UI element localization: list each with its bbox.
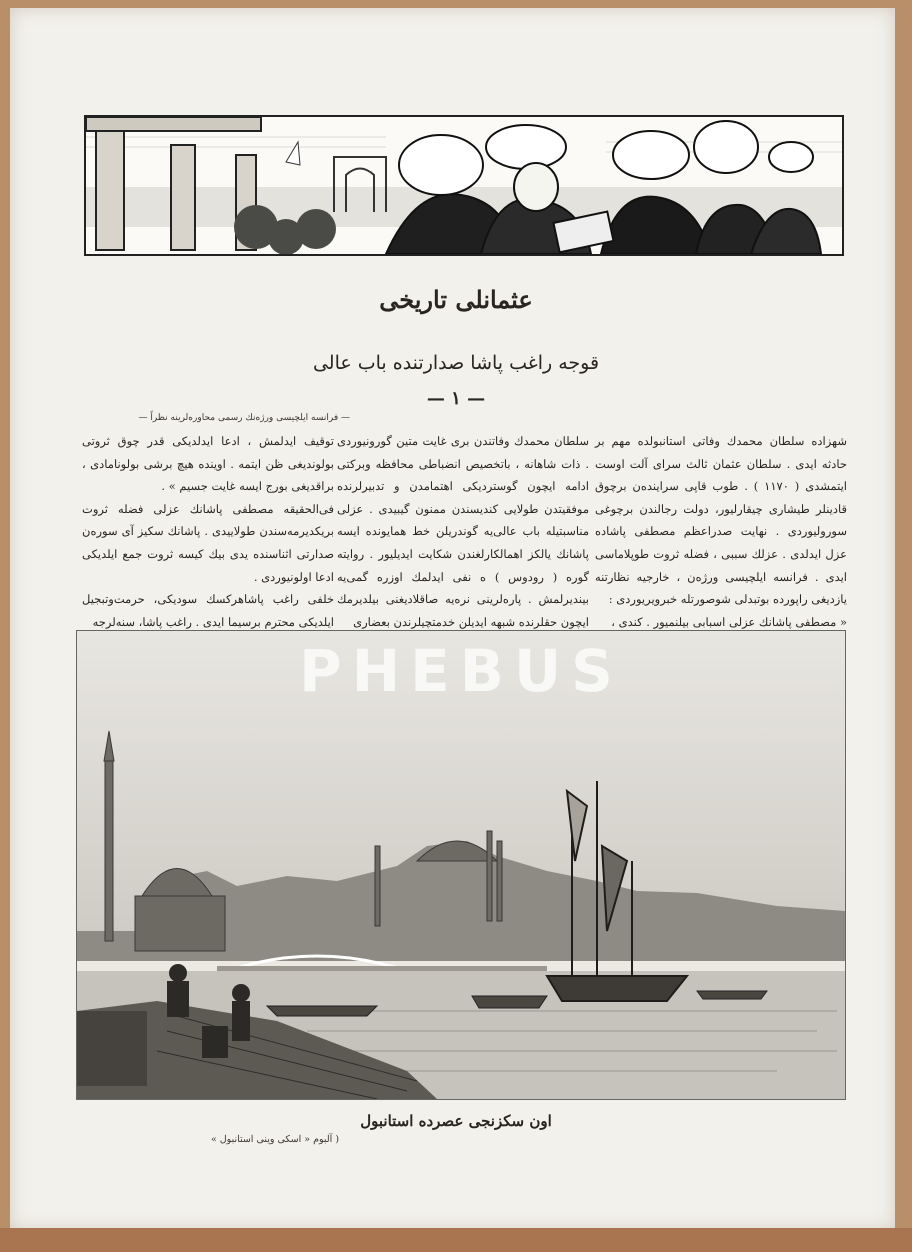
paragraph: سلطان محمدك وفاتندن بری غایت متین گورونیوردی . ذات شاهانه ، باتخصیص انضباطی محافظه وبرکتی ادامه ایچون گوستردیکی اهتمامدن و تدبیرلرنده موفقیتدن طولایی کندیسندن ممنون گیبیدی . عزلی مناسبتیله باب عالی‌یه گوندریلن خط همایونده ایسه پاشانك یالکز اهمالکارلغندن شکایت ایدیلیور . روایته گوره ( رودوس ) ه نفی ایدلمك اوزره گمی‌یه بیندیرلمش . پارەلرینی نرەیه صاقلادیغنی بیلدیرمك ایچون حقلرنده شبهه ایدیلن خدمتچیلرندن بعضاری xyxy=(337,434,589,629)
illustration-caption: اون سکزنجی عصرده استانبول xyxy=(360,1112,552,1130)
header-illustration xyxy=(84,115,844,256)
istanbul-engraving xyxy=(76,630,846,1100)
paragraph: خلفی راغب پاشاهركسك سودیکی، حرمت‌وتبجیل ایلدیکی محترم برسیما ایدی . راغب پاشا، سنه‌لرجه xyxy=(82,592,334,629)
illustration-credit: ( آلبوم « اسکی وینی استانبول » xyxy=(210,1134,340,1145)
section-number: — ۱ — xyxy=(426,388,486,409)
masthead-title: عثمانلی تاریخی xyxy=(379,285,533,314)
article-title: قوجه راغب پاشا صدارتنده باب عالی xyxy=(312,352,600,374)
paragraph: فی‌الحقیقه مصطفی پاشانك عزلی فضله ثروت بریکدیرمه‌سندن طولاییدی . پاشانك سکیز آی سورەن صدارتی اثناسنده یدی بیك کیسه ثروت جمع ایلدیکی ادعا اولونیوردی . xyxy=(82,501,334,584)
article-subheading: — فرانسه ایلچیسی ورژه‌نك رسمی محاوره‌لرینه نظراً — xyxy=(138,413,350,423)
text-column-left xyxy=(82,430,334,633)
paper-edge xyxy=(0,1228,912,1252)
paragraph: توقیف ایدلمش ، ادعا ایدلدیکی قدر چوق ثروتی بولوندیغی ظن ایتمه . اوینده هیچ برشی بولونامادی ، براقدیغی بورج ایسه غایت جسیم » . xyxy=(82,434,334,494)
phebus-watermark: PHEBUS xyxy=(299,637,623,705)
text-column-right xyxy=(595,430,847,633)
paragraph: شهزاده سلطان محمدك وفاتی استانبولده مهم بر حادثه ایدی . سلطان عثمان ثالث سرای آلت اوست ایتمشدی ( ۱۱۷۰ ) . طوب قاپی سراینده‌ن برچوق قادینلر طیشاری چیقارلیور، دولت رجالندن برچوغی سورولیوردی . نهایت صدراعظم مصطفی پاشاده عزل ایدلدی . عزلك سببی ، فضله ثروت طوپلاماسی ایدی . فرانسه ایلچیسی ورژه‌ن ، خارجیه نظارتنه یازدیغی راپورده بوتبدلی شوصورتله خبرویریوردی : xyxy=(595,434,848,607)
paragraph: « مصطفی پاشانك عزلی اسبابی بیلنمیور . کندی ، xyxy=(611,614,847,629)
text-column-middle xyxy=(337,430,589,633)
